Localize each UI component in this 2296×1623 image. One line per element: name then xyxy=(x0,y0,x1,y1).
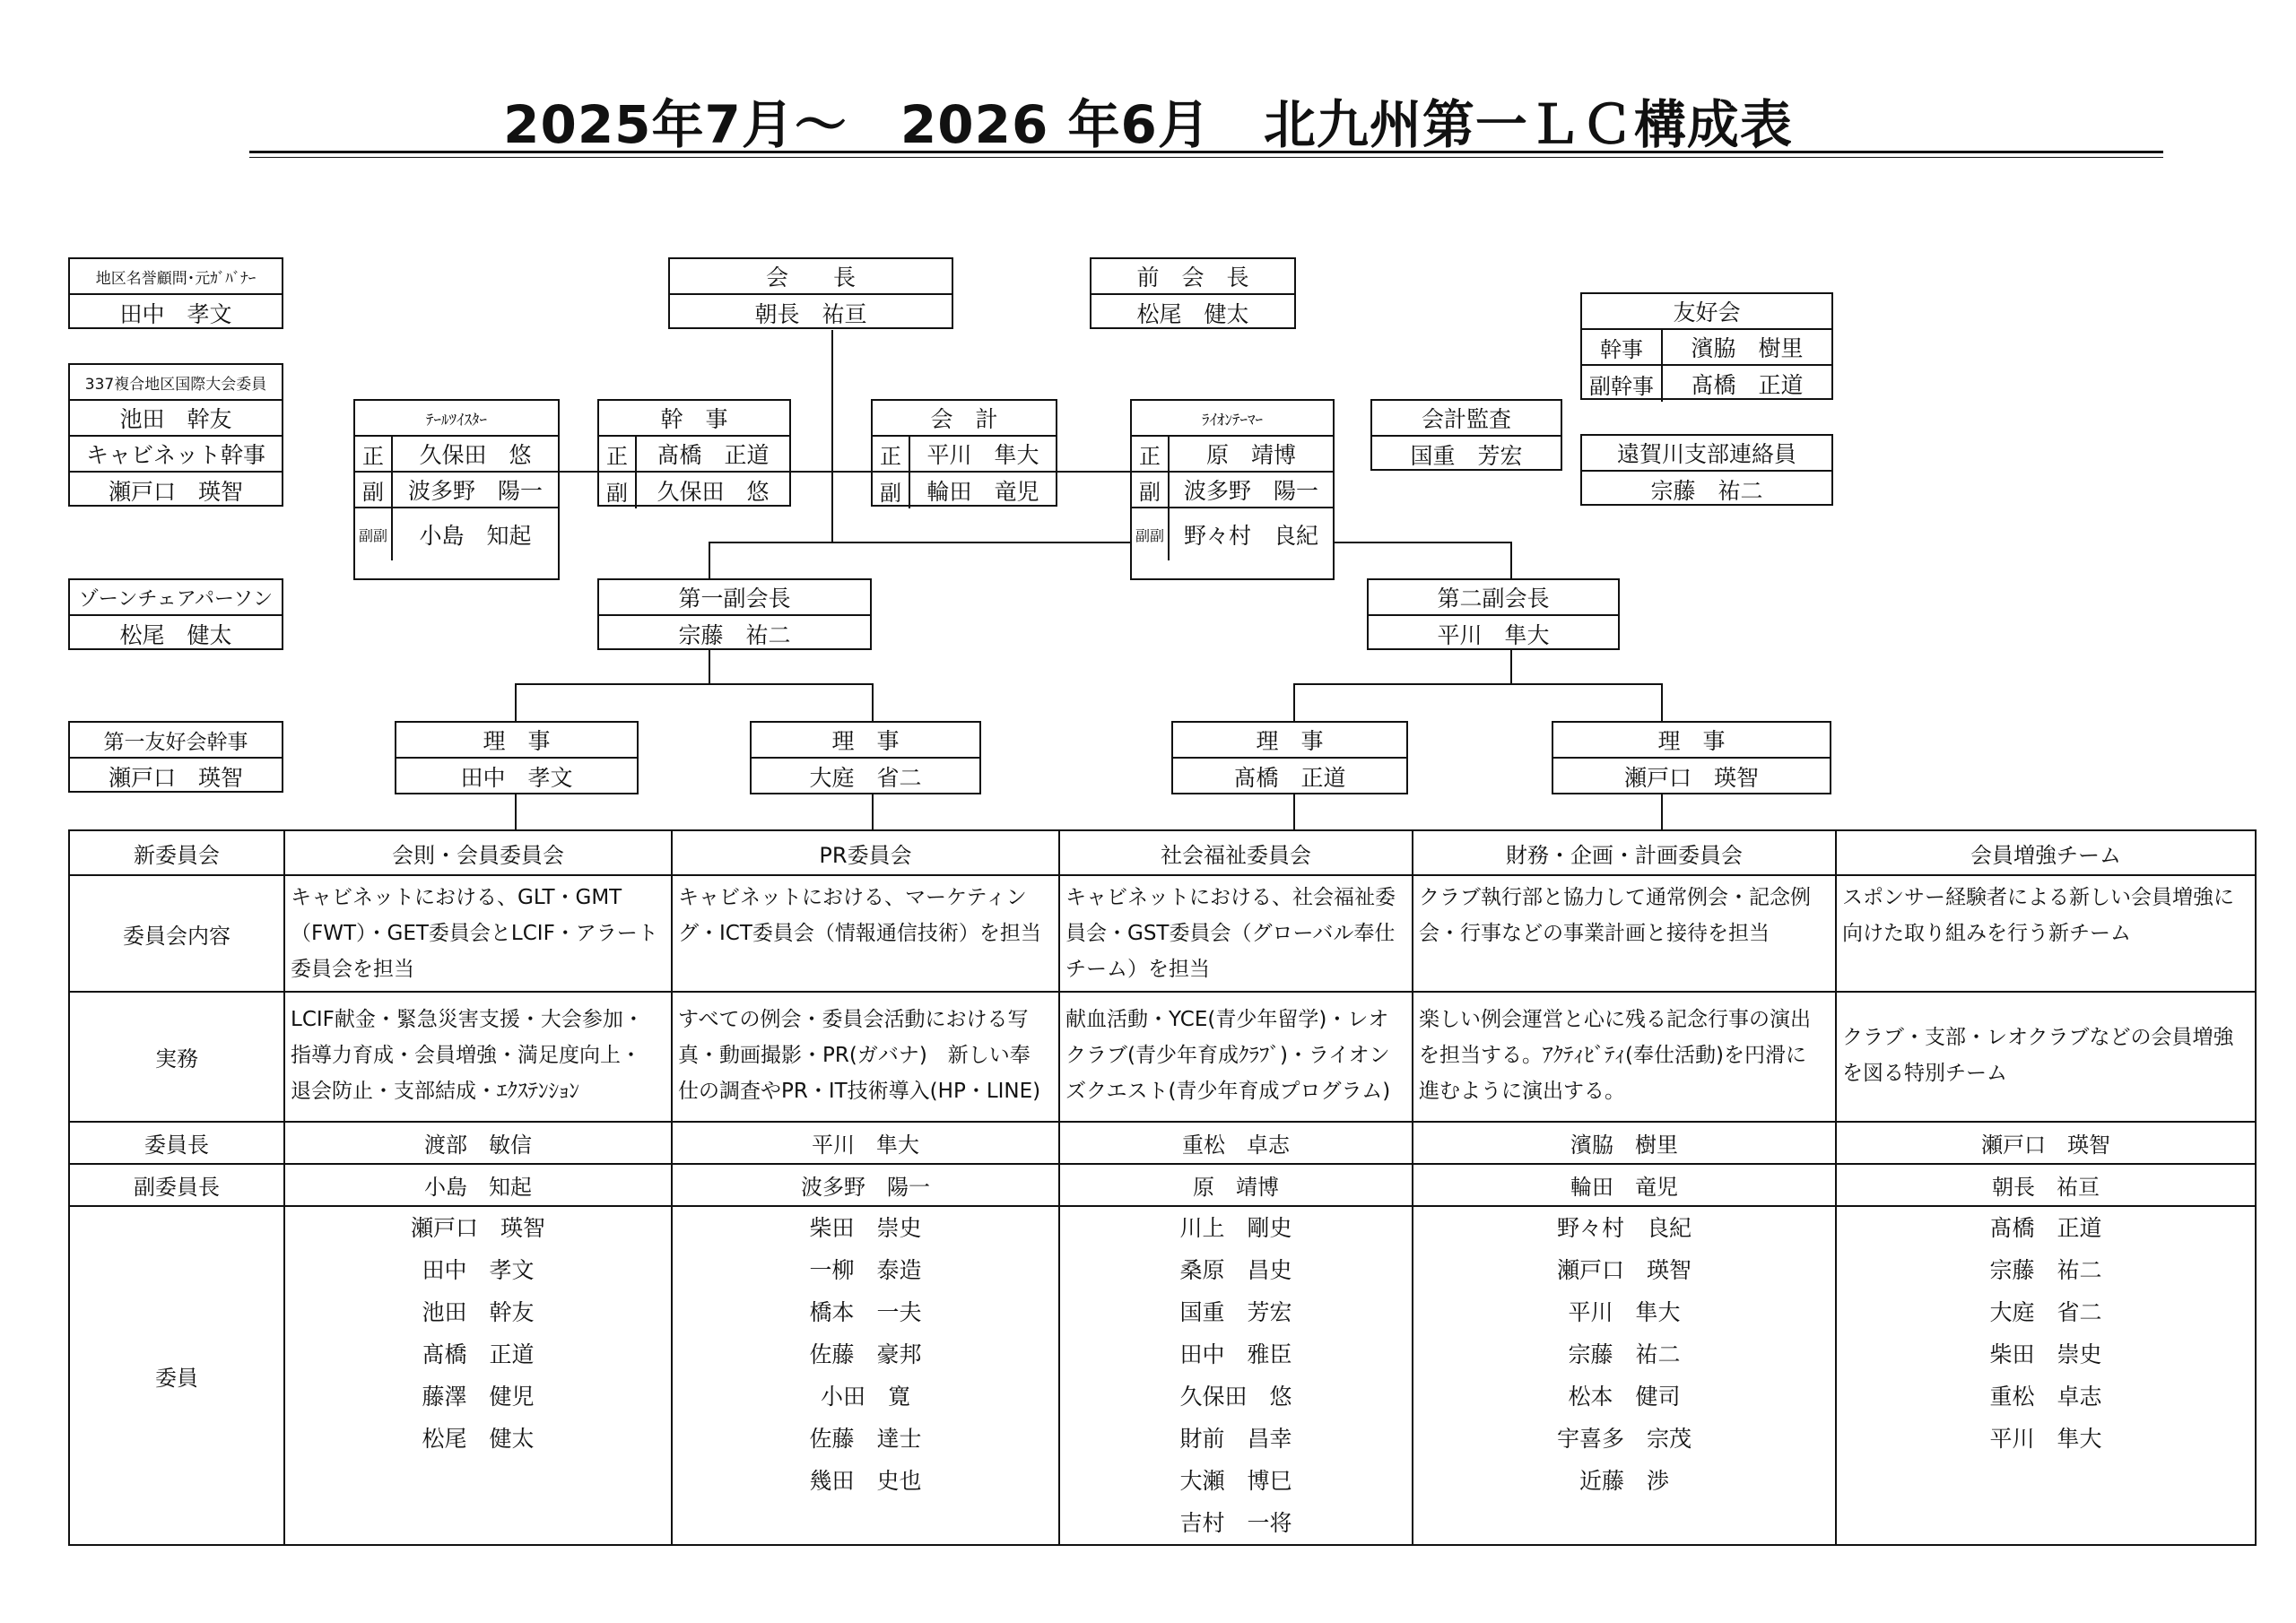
member-name: 宇喜多 宗茂 xyxy=(1556,1426,1692,1452)
description-line: を図る特別チーム xyxy=(1842,1062,2007,1085)
member-name: 財前 昌幸 xyxy=(1179,1426,1292,1452)
committee-work xyxy=(1413,992,1836,1122)
description-line: 進むように演出する。 xyxy=(1419,1080,1625,1103)
committee-content xyxy=(672,875,1059,992)
connector-line xyxy=(1293,794,1295,831)
box-row: 幹事 濱脇 樹里 xyxy=(1582,330,1831,366)
committee-work xyxy=(672,992,1059,1122)
chair-name: 平川 隼大 xyxy=(672,1122,1059,1164)
row-label: 委員 xyxy=(69,1206,284,1545)
description-line: LCIF献金・緊急災害支援・大会参加・ xyxy=(291,1008,644,1031)
director-box: 理 事 瀬戸口 瑛智 xyxy=(1552,721,1831,794)
box-row: 副幹事 髙橋 正道 xyxy=(1582,366,1831,402)
row-label: 副委員長 xyxy=(69,1164,284,1206)
convention-committee-box: 337複合地区国際大会委員 池田 幹友 キャビネット幹事 瀬戸口 瑛智 xyxy=(68,363,283,507)
audit-box: 会計監査 国重 芳宏 xyxy=(1370,399,1562,471)
box-row: 正 髙橋 正道 xyxy=(599,437,789,473)
chair-name: 濱脇 樹里 xyxy=(1413,1122,1836,1164)
committee-work xyxy=(284,992,672,1122)
description-line: キャビネットにおける、GLT・GMT xyxy=(291,886,622,909)
member-name: 桑原 昌史 xyxy=(1179,1257,1292,1283)
connector-line xyxy=(1661,683,1663,721)
connector-line xyxy=(1510,542,1512,579)
member-name: 髙橋 正道 xyxy=(422,1341,535,1367)
member-list xyxy=(284,1206,672,1545)
member-name: 大瀬 博巳 xyxy=(1179,1468,1292,1494)
member-name: 田中 雅臣 xyxy=(1179,1341,1292,1367)
connector-line xyxy=(515,683,517,721)
member-name: 平川 隼大 xyxy=(1568,1299,1681,1325)
connector-line xyxy=(1293,683,1295,721)
member-name: 髙橋 正道 xyxy=(1989,1215,2102,1241)
connector-line xyxy=(1510,649,1512,683)
connector-line xyxy=(1293,683,1663,685)
box-row: 副 波多野 陽一 xyxy=(1132,473,1333,508)
chair-name: 瀬戸口 瑛智 xyxy=(1836,1122,2256,1164)
member-name: 瀬戸口 瑛智 xyxy=(410,1215,545,1241)
member-name: 吉村 一将 xyxy=(1179,1510,1292,1536)
member-name: 重松 卓志 xyxy=(1989,1384,2102,1410)
committee-content xyxy=(1413,875,1836,992)
member-name: 柴田 崇史 xyxy=(1989,1341,2102,1367)
description-line: 退会防止・支部結成・ｴｸｽﾃﾝｼｮﾝ xyxy=(291,1080,579,1103)
member-name: 池田 幹友 xyxy=(422,1299,535,1325)
vice-chair-name: 原 靖博 xyxy=(1059,1164,1413,1206)
member-name: 久保田 悠 xyxy=(1179,1384,1292,1410)
member-name: 平川 隼大 xyxy=(1989,1426,2102,1452)
member-list xyxy=(1059,1206,1413,1545)
description-line: 向けた取り組みを行う新チーム xyxy=(1842,922,2131,945)
description-line: 真・動画撮影・PR(ガバナ) 新しい奉 xyxy=(678,1044,1031,1067)
lion-tamer-box: ﾗｲｵﾝﾃｰﾏｰ 正 原 靖博 副 波多野 陽一 副副 野々村 良紀 xyxy=(1130,399,1335,580)
description-line: 楽しい例会運営と心に残る記念行事の演出 xyxy=(1419,1008,1811,1031)
box-row: 副 久保田 悠 xyxy=(599,473,789,508)
director-box: 理 事 髙橋 正道 xyxy=(1171,721,1408,794)
connector-line xyxy=(831,330,833,542)
member-name: 宗藤 祐二 xyxy=(1989,1257,2102,1283)
table-row xyxy=(69,1206,2256,1545)
connector-line xyxy=(872,683,874,721)
member-name: 大庭 省二 xyxy=(1989,1299,2102,1325)
description-line: キャビネットにおける、社会福祉委 xyxy=(1065,886,1396,909)
member-name: 瀬戸口 瑛智 xyxy=(1556,1257,1692,1283)
box-row: 副 波多野 陽一 xyxy=(355,473,558,508)
box-row: 副副 小島 知起 xyxy=(355,508,558,560)
box-row: 正 原 靖博 xyxy=(1132,437,1333,473)
liaison-box: 遠賀川支部連絡員 宗藤 祐二 xyxy=(1580,434,1833,506)
box-row: 正 平川 隼大 xyxy=(873,437,1056,473)
description-line: グ・ICT委員会（情報通信技術）を担当 xyxy=(678,922,1041,945)
description-line: ズクエスト(青少年育成プログラム) xyxy=(1065,1080,1391,1103)
box-row: 副副 野々村 良紀 xyxy=(1132,508,1333,560)
row-label: 新委員会 xyxy=(69,830,284,875)
member-name: 野々村 良紀 xyxy=(1556,1215,1692,1241)
table-row xyxy=(69,1164,2256,1206)
description-line: クラブ・支部・レオクラブなどの会員増強 xyxy=(1842,1026,2234,1049)
member-name: 柴田 崇史 xyxy=(809,1215,922,1241)
description-line: を担当する。ｱｸﾃｨﾋﾞﾃｨ(奉仕活動)を円滑に xyxy=(1419,1044,1806,1067)
description-line: 仕の調査やPR・IT技術導入(HP・LINE) xyxy=(678,1080,1041,1103)
description-line: クラブ(青少年育成ｸﾗﾌﾞ)・ライオン xyxy=(1065,1044,1390,1067)
member-name: 川上 剛史 xyxy=(1179,1215,1292,1241)
connector-line xyxy=(1661,794,1663,831)
description-line: 指導力育成・会員増強・満足度向上・ xyxy=(291,1044,641,1067)
president-box: 会 長 朝長 祐亘 xyxy=(668,257,953,329)
member-name: 松尾 健太 xyxy=(422,1426,535,1452)
committee-name: 財務・企画・計画委員会 xyxy=(1413,830,1836,875)
vice-chair-name: 小島 知起 xyxy=(284,1164,672,1206)
box-row: 正 久保田 悠 xyxy=(355,437,558,473)
committee-name: 会則・会員委員会 xyxy=(284,830,672,875)
vice-chair-name: 朝長 祐亘 xyxy=(1836,1164,2256,1206)
committee-name: PR委員会 xyxy=(672,830,1059,875)
committee-name: 社会福祉委員会 xyxy=(1059,830,1413,875)
chair-name: 重松 卓志 xyxy=(1059,1122,1413,1164)
member-name: 国重 芳宏 xyxy=(1179,1299,1292,1325)
table-row xyxy=(69,992,2256,1122)
connector-line xyxy=(515,794,517,831)
friendship-secretary-box: 第一友好会幹事 瀬戸口 瑛智 xyxy=(68,721,283,793)
vice-chair-name: 輪田 竜児 xyxy=(1413,1164,1836,1206)
committee-content xyxy=(1059,875,1413,992)
member-name: 佐藤 豪邦 xyxy=(809,1341,922,1367)
member-name: 藤澤 健児 xyxy=(422,1384,535,1410)
description-line: 献血活動・YCE(青少年留学)・レオ xyxy=(1065,1008,1389,1031)
member-name: 一柳 泰造 xyxy=(809,1257,922,1283)
description-line: 会・行事などの事業計画と接待を担当 xyxy=(1419,922,1770,945)
connector-line xyxy=(709,649,710,683)
description-line: 委員会を担当 xyxy=(291,958,414,981)
committee-content xyxy=(284,875,672,992)
member-list xyxy=(1413,1206,1836,1545)
page-title: 2025年7月～ 2026 年6月 北九州第一ＬＣ構成表 xyxy=(503,94,1793,155)
box-row: 副 輪田 竜児 xyxy=(873,473,1056,508)
friendship-box: 友好会 幹事 濱脇 樹里 副幹事 髙橋 正道 xyxy=(1580,292,1833,400)
table-row xyxy=(69,875,2256,992)
director-box: 理 事 田中 孝文 xyxy=(395,721,639,794)
committee-work xyxy=(1059,992,1413,1122)
secretary-box: 幹 事 正 髙橋 正道 副 久保田 悠 xyxy=(597,399,791,507)
committee-name: 会員増強チーム xyxy=(1836,830,2256,875)
description-line: スポンサー経験者による新しい会員増強に xyxy=(1842,886,2234,909)
member-name: 佐藤 達士 xyxy=(809,1426,922,1452)
connector-line xyxy=(872,794,874,831)
member-name: 宗藤 祐二 xyxy=(1568,1341,1681,1367)
connector-line xyxy=(709,542,1512,543)
description-line: クラブ執行部と協力して通常例会・記念例 xyxy=(1419,886,1811,909)
description-line: 員会・GST委員会（グローバル奉仕 xyxy=(1065,922,1396,945)
connector-line xyxy=(709,542,710,579)
past-president-box: 前 会 長 松尾 健太 xyxy=(1090,257,1296,329)
vice-chair-name: 波多野 陽一 xyxy=(672,1164,1059,1206)
chair-name: 渡部 敏信 xyxy=(284,1122,672,1164)
member-name: 田中 孝文 xyxy=(422,1257,535,1283)
title-rule-thin xyxy=(249,157,2163,158)
member-list xyxy=(1836,1206,2256,1545)
row-label: 委員会内容 xyxy=(69,875,284,992)
member-list xyxy=(672,1206,1059,1545)
committee-work xyxy=(1836,992,2256,1122)
honorary-advisor-box: 地区名誉顧問･元ｶﾞﾊﾞﾅｰ 田中 孝文 xyxy=(68,257,283,329)
row-label: 実務 xyxy=(69,992,284,1122)
zone-chair-box: ゾーンチェアパーソン 松尾 健太 xyxy=(68,578,283,650)
member-name: 松本 健司 xyxy=(1568,1384,1681,1410)
title-rule xyxy=(249,151,2163,153)
description-line: チーム）を担当 xyxy=(1065,958,1210,981)
description-line: （FWT）・GET委員会とLCIF・アラート xyxy=(291,922,658,945)
member-name: 幾田 史也 xyxy=(809,1468,922,1494)
table-row xyxy=(69,1122,2256,1164)
second-vp-box: 第二副会長 平川 隼大 xyxy=(1367,578,1620,650)
first-vp-box: 第一副会長 宗藤 祐二 xyxy=(597,578,872,650)
member-name: 小田 寛 xyxy=(820,1384,910,1410)
tail-twister-box: ﾃｰﾙﾂｲｽﾀｰ 正 久保田 悠 副 波多野 陽一 副副 小島 知起 xyxy=(353,399,560,580)
director-box: 理 事 大庭 省二 xyxy=(750,721,981,794)
treasurer-box: 会 計 正 平川 隼大 副 輪田 竜児 xyxy=(871,399,1057,507)
description-line: すべての例会・委員会活動における写 xyxy=(678,1008,1029,1031)
row-label: 委員長 xyxy=(69,1122,284,1164)
committee-table xyxy=(68,829,2257,1546)
description-line: キャビネットにおける、マーケティン xyxy=(678,886,1027,909)
member-name: 近藤 渉 xyxy=(1578,1468,1669,1494)
table-row xyxy=(69,830,2256,875)
member-name: 橋本 一夫 xyxy=(809,1299,922,1325)
connector-line xyxy=(515,683,874,685)
committee-content xyxy=(1836,875,2256,992)
